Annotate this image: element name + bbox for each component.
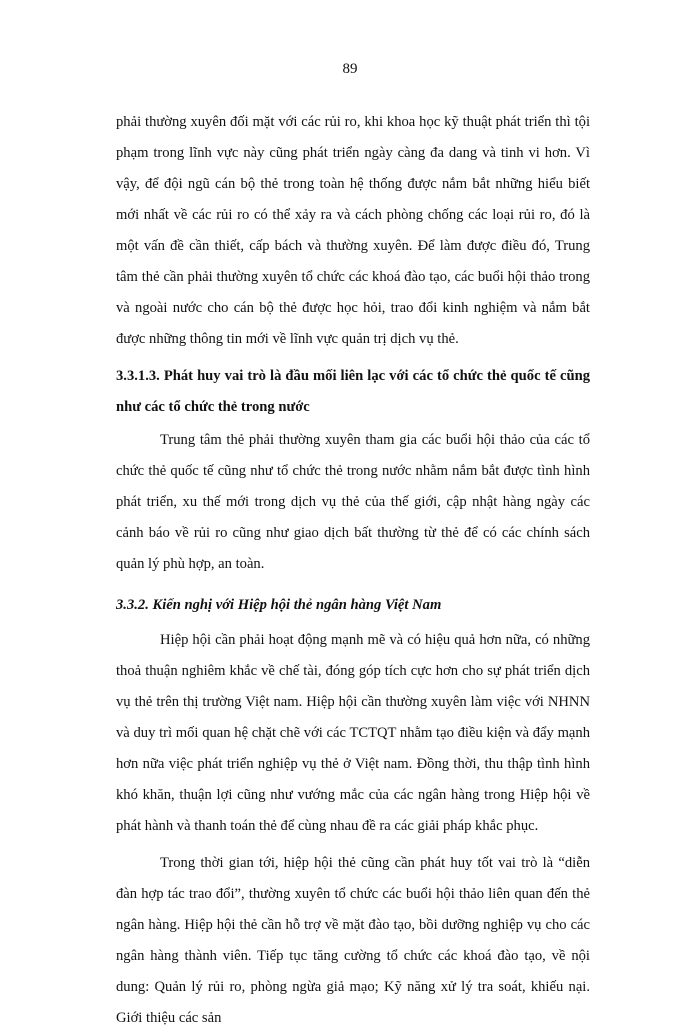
paragraph-association-forum: Trong thời gian tới, hiệp hội thẻ cũng cần phát huy tốt vai trò là “diễn đàn hợp tác trao đổi”, thường xuyên tổ chức các buổi hội thảo liên quan đến thẻ ngân hàng. Hiệp hội thẻ cần hỗ trợ về mặt đào tạo, bồi dưỡng nghiệp vụ cho các ngân hàng thành viên. Tiếp tục tăng cường tổ chức các khoá đào tạo, về nội dung: Quản lý rủi ro, phòng ngừa giả mạo; Kỹ năng xử lý tra soát, khiếu nại. Giới thiệu các sản (116, 855, 590, 1026)
section-heading-3-3-1-3: 3.3.1.3. Phát huy vai trò là đầu mối liên lạc với các tổ chức thẻ quốc tế cũng như các tổ chức thẻ trong nước (116, 368, 590, 415)
section-heading-3-3-2: 3.3.2. Kiến nghị với Hiệp hội thẻ ngân hàng Việt Nam (116, 597, 442, 613)
paragraph-association-role: Hiệp hội cần phải hoạt động mạnh mẽ và có hiệu quả hơn nữa, có những thoả thuận nghiêm khắc về chế tài, đóng góp tích cực hơn cho sự phát triển dịch vụ thẻ trên thị trường Việt nam. Hiệp hội cần thường xuyên làm việc với NHNN và duy trì mối quan hệ chặt chẽ với các TCTQT nhằm tạo điều kiện và đẩy mạnh hơn nữa việc phát triển nghiệp vụ thẻ ở Việt nam. Đồng thời, thu thập tình hình khó khăn, thuận lợi cũng như vướng mắc của các ngân hàng trong Hiệp hội về phát hành và thanh toán thẻ để cùng nhau đề ra các giải pháp khắc phục. (116, 632, 590, 834)
page-body (116, 107, 590, 1034)
page-number: 89 (342, 61, 358, 77)
paragraph-continuation: phải thường xuyên đối mặt với các rủi ro, khi khoa học kỹ thuật phát triển thì tội phạm trong lĩnh vực này cũng phát triển ngày càng đa dang và tinh vi hơn. Vì vậy, để đội ngũ cán bộ thẻ trong toàn hệ thống được nắm bắt những hiểu biết mới nhất về các rủi ro có thể xảy ra và cách phòng chống các loại rủi ro, đó là một vấn đề cần thiết, cấp bách và thường xuyên. Để làm được điều đó, Trung tâm thẻ cần phải thường xuyên tổ chức các khoá đào tạo, các buổi hội thảo trong và ngoài nước cho cán bộ thẻ được học hỏi, trao đổi kinh nghiệm và nắm bắt được những thông tin mới về lĩnh vực quản trị dịch vụ thẻ. (116, 114, 590, 347)
paragraph-card-center-liaison: Trung tâm thẻ phải thường xuyên tham gia các buổi hội thảo của các tổ chức thẻ quốc tế cũng như tổ chức thẻ trong nước nhằm nắm bắt được tình hình phát triển, xu thế mới trong dịch vụ thẻ của thế giới, cập nhật hàng ngày các cảnh báo về rủi ro cũng như giao dịch bất thường từ thẻ để có các chính sách quản lý phù hợp, an toàn. (116, 432, 590, 572)
